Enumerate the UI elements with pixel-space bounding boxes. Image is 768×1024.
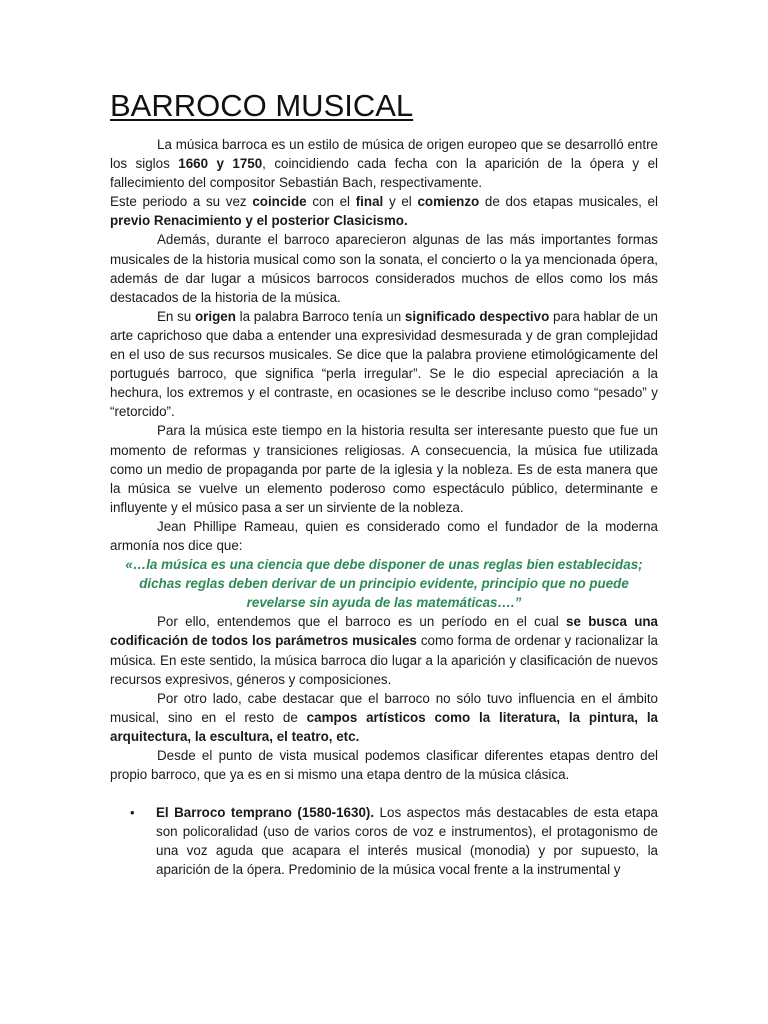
bullet-icon: • <box>130 805 135 821</box>
stages-list <box>110 803 658 879</box>
paragraph-rameau: Jean Phillipe Rameau, quien es considerado como el fundador de la moderna armonía nos dice que: <box>110 518 658 553</box>
rameau-quote: «…la música es una ciencia que debe disponer de unas reglas bien establecidas; dichas reglas deben derivar de un principio evidente, principio que no puede revelarse sin ayuda de las matemáticas….” <box>125 557 643 611</box>
years-highlight: 1660 y 1750 <box>178 156 263 172</box>
bullet-text: Los aspectos más destacables de esta etapa son policoralidad (uso de varios coros de voz e instrumentos), el protagonismo de una voz aguda que acapara el interés musical (monodia) y por supuesto, la aparición de la ópera. Predominio de la música vocal frente a la instrumental y <box>156 805 658 878</box>
paragraph-origin: La música barroca es un estilo de música de origen europeo que se desarrolló entre los siglos 1660 y 1750, coincidiendo cada fecha con la aparición de la ópera y el fallecimiento del compositor Sebastián Bach, respectivamente. <box>110 137 658 191</box>
paragraph-period: Este periodo a su vez coincide con el final y el comienzo de dos etapas musicales, el previo Renacimiento y el posterior Clasicismo. <box>110 194 658 229</box>
paragraph-stages: Desde el punto de vista musical podemos clasificar diferentes etapas dentro del propio barroco, que ya es en si mismo una etapa dentro de la música clásica. <box>110 748 658 783</box>
paragraph-forms: Además, durante el barroco aparecieron algunas de las más importantes formas musicales de la historia musical como son la sonata, el concierto o la ya mencionada ópera, además de dar lugar a músicos barrocos considerados muchos de ellos como los más destacados de la historia de la música. <box>110 232 658 305</box>
paragraph-etymology: En su origen la palabra Barroco tenía un significado despectivo para hablar de un arte caprichoso que daba a entender una expresividad desmesurada y de gran complejidad en el uso de sus recursos musicales. Se dice que la palabra proviene etimológicamente del portugués barroco, que significa “perla irregular”. Se le dio especial apreciación a la hechura, los extremos y el contraste, en ocasiones se le describe incluso como “pesado” y “retorcido”. <box>110 308 658 420</box>
document-body <box>110 135 658 880</box>
bullet-heading: El Barroco temprano (1580-1630). <box>156 805 375 821</box>
paragraph-history: Para la música este tiempo en la historia resulta ser interesante puesto que fue un momento de reformas y transiciones religiosas. A consecuencia, la música fue utilizada como un medio de propaganda por parte de la iglesia y la nobleza. Es de esta manera que la música se vuelve un elemento poderoso como espectáculo público, determinante e influyente y el músico pasa a ser un sirviente de la nobleza. <box>110 423 658 515</box>
list-item <box>110 803 658 879</box>
paragraph-influence: Por otro lado, cabe destacar que el barroco no sólo tuvo influencia en el ámbito musical, sino en el resto de campos artísticos como la literatura, la pintura, la arquitectura, la escultura, el teatro, etc. <box>110 690 658 744</box>
paragraph-codification: Por ello, entendemos que el barroco es un período en el cual se busca una codificación de todos los parámetros musicales como forma de ordenar y racionalizar la música. En este sentido, la música barroca dio lugar a la aparición y clasificación de nuevos recursos expresivos, géneros y composiciones. <box>110 614 659 687</box>
document-title: BARROCO MUSICAL <box>110 88 414 123</box>
